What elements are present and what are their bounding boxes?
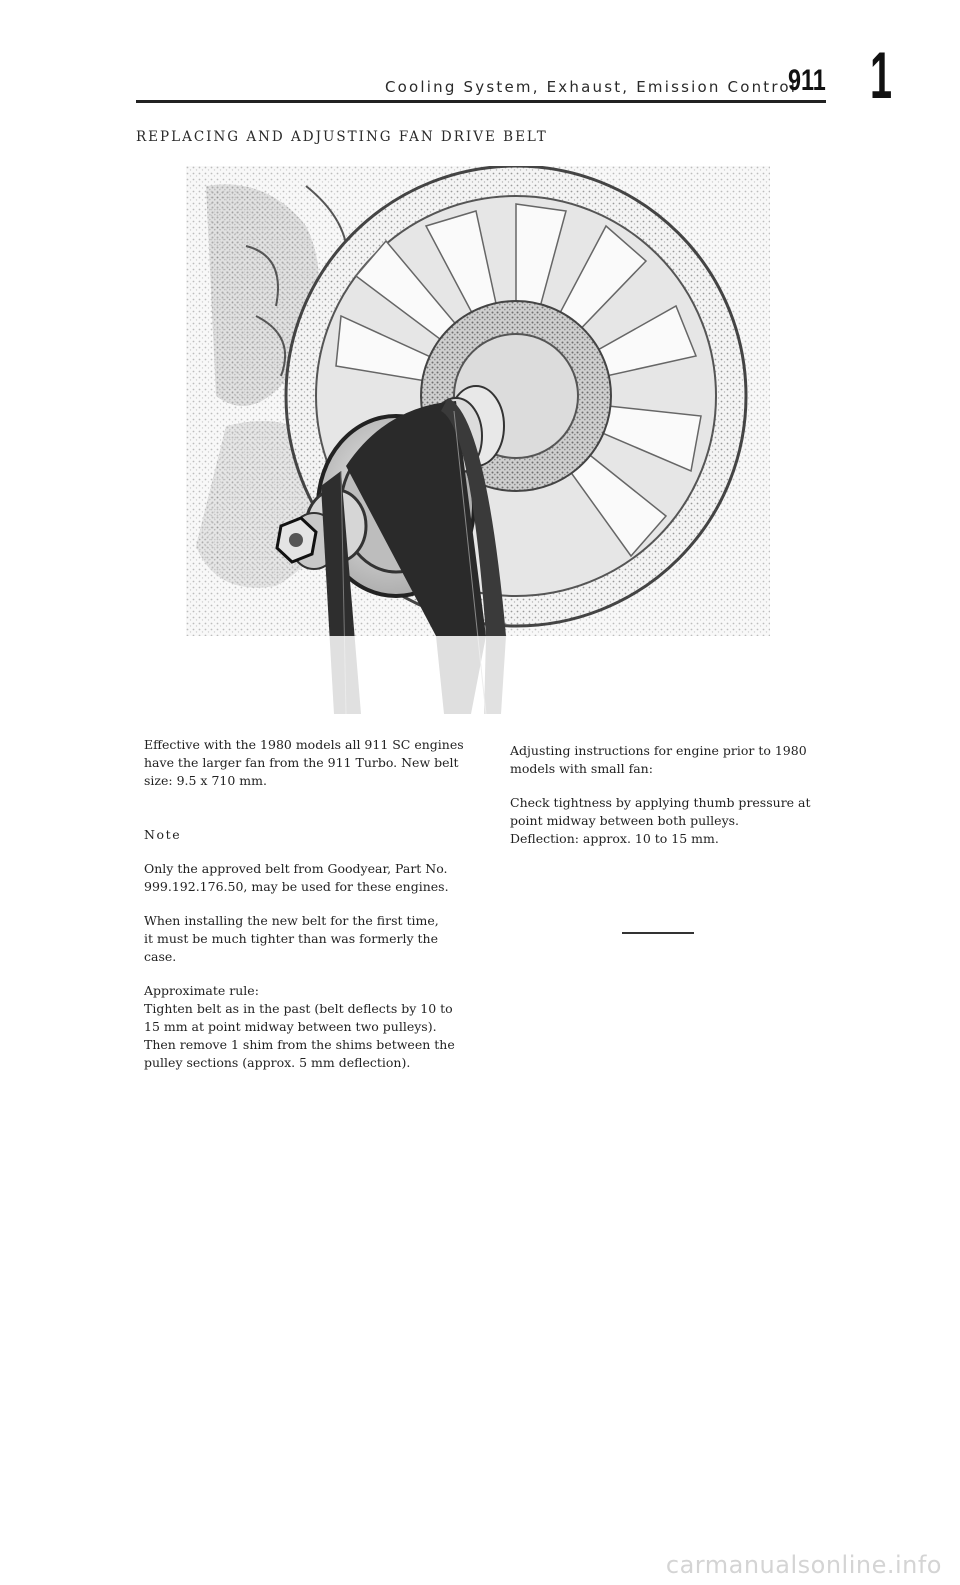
approximate-rule-heading: Approximate rule: (144, 983, 259, 998)
section-title: REPLACING AND ADJUSTING FAN DRIVE BELT (136, 129, 548, 145)
adjusting-instructions-paragraph: Adjusting instructions for engine prior to 1980 models with small fan: (510, 743, 807, 776)
note-paragraph: Only the approved belt from Goodyear, Part No. 999.192.176.50, may be used for these engines. (144, 861, 449, 894)
header-divider (136, 100, 826, 103)
tightness-check-paragraph: Check tightness by applying thumb pressure at point midway between both pulleys. Deflection: approx. 10 to 15 mm. (510, 795, 811, 846)
note-heading: Note (144, 827, 182, 842)
header-chapter-number: 1 (870, 38, 893, 112)
footer-watermark: carmanualsonline.info (665, 1551, 942, 1579)
installation-paragraph: When installing the new belt for the first time, it must be much tighter than was formerly the case. (144, 913, 439, 964)
end-of-section-rule (622, 932, 694, 934)
right-column (510, 742, 830, 848)
header-model-number: 911 (788, 64, 826, 97)
intro-paragraph: Effective with the 1980 models all 911 SC engines have the larger fan from the 911 Turbo. New belt size: 9.5 x 710 mm. (144, 737, 464, 788)
header-title: Cooling System, Exhaust, Emission Control (385, 78, 798, 96)
left-column (144, 736, 484, 1072)
approximate-rule-paragraph: Tighten belt as in the past (belt deflects by 10 to 15 mm at point midway between two pulleys). Then remove 1 shim from the shims between the pulley sections (approx. 5 mm deflection). (144, 1001, 455, 1070)
fan-belt-photo (186, 166, 770, 714)
